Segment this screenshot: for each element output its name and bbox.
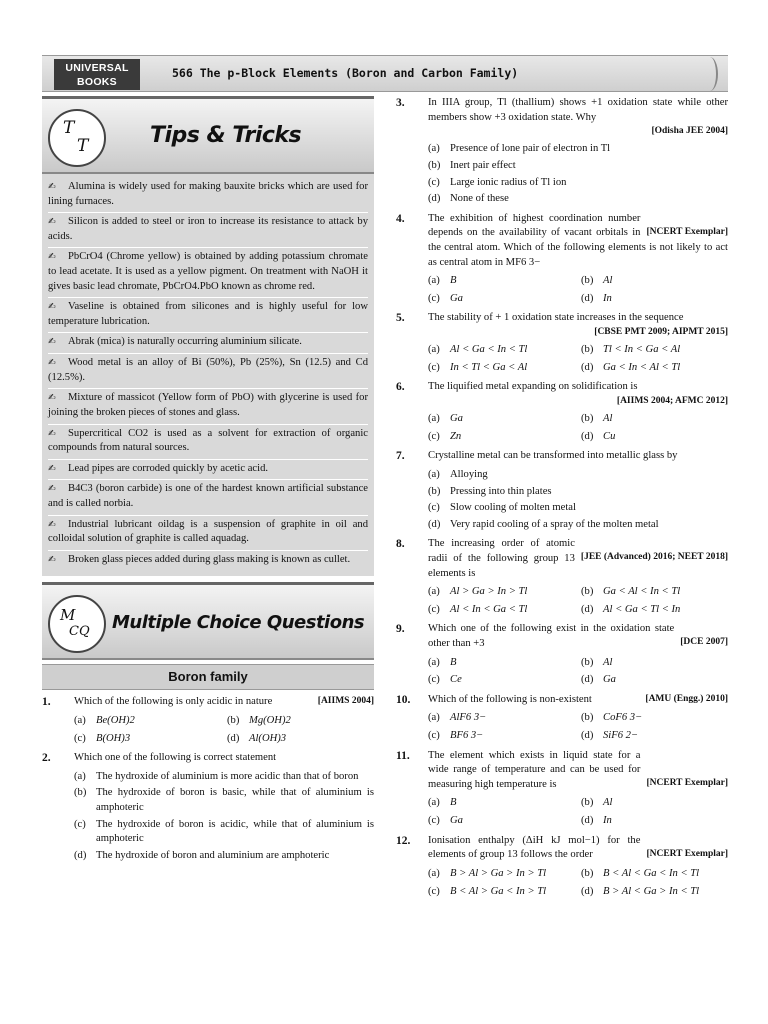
option-d[interactable]: (d) Ga bbox=[581, 674, 616, 686]
question-9 bbox=[396, 622, 728, 687]
option-b[interactable]: (b) Al bbox=[581, 656, 613, 668]
option-c[interactable]: (c) Al < In < Ga < Tl bbox=[428, 603, 528, 615]
mcq-title: Multiple Choice Questions bbox=[112, 612, 365, 634]
options bbox=[74, 714, 374, 746]
option-b[interactable]: (b) Mg(OH)2 bbox=[227, 714, 291, 726]
option-a[interactable]: (a) Alloying bbox=[428, 468, 488, 480]
question-number: 3. bbox=[396, 97, 405, 109]
tip-item: ✍ Abrak (mica) is naturally occurring aluminium silicate. bbox=[48, 333, 368, 354]
question-text: Which one of the following is correct statement bbox=[74, 752, 277, 764]
question-10 bbox=[396, 693, 728, 744]
option-c[interactable]: (c) Ga bbox=[428, 292, 463, 304]
tip-item: ✍ Wood metal is an alloy of Bi (50%), Pb (25%), Sn (12.5) and Cd (12.5%). bbox=[48, 354, 368, 389]
pointer-icon: ✍ bbox=[48, 519, 56, 530]
question-text: [NCERT Exemplar] The element which exists in liquid state for a wide range of temperature and can be used for measuring high temperature is bbox=[428, 749, 728, 790]
question-11 bbox=[396, 749, 728, 829]
tip-item: ✍ Supercritical CO2 is used as a solvent for extraction of organic compounds from natural sources. bbox=[48, 425, 368, 460]
pointer-icon: ✍ bbox=[48, 428, 56, 439]
question-source: [AIIMS 2004] bbox=[317, 696, 374, 707]
tip-item: ✍ Silicon is added to steel or iron to increase its resistance to attack by acids. bbox=[48, 213, 368, 248]
option-c[interactable]: (c) Zn bbox=[428, 430, 462, 442]
option-c[interactable]: (c) B < Al > Ga < In > Tl bbox=[428, 885, 547, 897]
option-d[interactable]: (d) Al < Ga < Tl < In bbox=[581, 603, 681, 615]
question-number: 11. bbox=[396, 749, 410, 762]
option-b[interactable]: (b) Tl < In < Ga < Al bbox=[581, 344, 681, 356]
options bbox=[428, 274, 728, 306]
option-d[interactable]: (d) Ga < In < Al < Tl bbox=[581, 361, 681, 373]
pointer-icon: ✍ bbox=[48, 182, 56, 192]
mcq-banner bbox=[42, 582, 374, 660]
option-a[interactable]: (a) B bbox=[428, 275, 457, 287]
option-d[interactable]: (d) None of these bbox=[428, 193, 509, 205]
question-source: [DCE 2007] bbox=[680, 637, 728, 648]
pointer-icon: ✍ bbox=[48, 484, 56, 495]
tips-banner bbox=[42, 96, 374, 174]
option-b[interactable]: (b) CoF6 3− bbox=[581, 712, 643, 724]
option-c[interactable]: (c) BF6 3− bbox=[428, 730, 484, 742]
pointer-icon: ✍ bbox=[48, 393, 56, 404]
question-source: [AIIMS 2004; AFMC 2012] bbox=[616, 395, 728, 406]
tip-item: ✍ Industrial lubricant oildag is a suspension of graphite in oil and colloidal solution of graphite is called aquadag. bbox=[48, 516, 368, 551]
question-number: 7. bbox=[396, 450, 405, 463]
option-b[interactable]: (b) Al bbox=[581, 275, 613, 287]
tips-title: Tips & Tricks bbox=[150, 123, 302, 148]
question-2 bbox=[42, 751, 374, 863]
question-5 bbox=[396, 311, 728, 375]
tip-item: ✍ PbCrO4 (Chrome yellow) is obtained by adding potassium chromate to lead acetate. It is used as a yellow pigment. On treatment with NaOH it gives basic lead chromate, PbCrO4.PbO known as chrome red. bbox=[48, 248, 368, 298]
option-b[interactable]: (b) Inert pair effect bbox=[428, 159, 516, 171]
options bbox=[74, 770, 374, 864]
question-1 bbox=[42, 695, 374, 746]
option-c[interactable]: (c) Ga bbox=[428, 815, 463, 827]
question-number: 9. bbox=[396, 623, 405, 636]
option-b[interactable]: (b) B < Al < Ga < In < Tl bbox=[581, 867, 700, 879]
tips-logo-icon: T T bbox=[48, 109, 106, 167]
options bbox=[428, 343, 728, 375]
tips-list bbox=[42, 174, 374, 576]
question-12 bbox=[396, 834, 728, 899]
question-source: [CBSE PMT 2009; AIPMT 2015] bbox=[594, 327, 728, 338]
options bbox=[428, 796, 728, 828]
option-a[interactable]: (a) B bbox=[428, 656, 457, 668]
option-d[interactable]: (d) Al(OH)3 bbox=[227, 732, 287, 744]
option-c[interactable]: (c) Ce bbox=[428, 674, 462, 686]
question-number: 2. bbox=[42, 752, 51, 765]
question-text: Crystalline metal can be transformed into metallic glass by bbox=[428, 450, 678, 462]
question-number: 6. bbox=[396, 381, 405, 394]
question-number: 10. bbox=[396, 693, 411, 706]
question-number: 4. bbox=[396, 212, 405, 225]
brand-line-2: BOOKS bbox=[76, 76, 117, 88]
question-number: 8. bbox=[396, 538, 405, 551]
question-text: [AMU (Engg.) 2010] Which of the following is non-existent bbox=[428, 693, 728, 705]
pointer-icon: ✍ bbox=[48, 217, 56, 228]
options bbox=[428, 867, 728, 899]
options bbox=[428, 656, 728, 688]
tip-item: ✍ Lead pipes are corroded quickly by acetic acid. bbox=[48, 460, 368, 481]
option-a[interactable]: (a) Presence of lone pair of electron in Tl bbox=[428, 143, 611, 155]
pointer-icon: ✍ bbox=[48, 337, 56, 348]
option-d[interactable]: (d) The hydroxide of boron and aluminium are amphoteric bbox=[74, 849, 330, 861]
tip-item: ✍ Broken glass pieces added during glass making is known as cullet. bbox=[48, 553, 351, 565]
question-number: 5. bbox=[396, 312, 405, 325]
option-a[interactable]: (a) Ga bbox=[428, 413, 463, 425]
option-d[interactable]: (d) SiF6 2− bbox=[581, 730, 639, 742]
option-b[interactable]: (b) Al bbox=[581, 413, 613, 425]
question-text: The stability of + 1 oxidation state increases in the sequence bbox=[428, 312, 684, 324]
tip-item: ✍ Vaseline is obtained from silicones and is highly useful for low temperature lubrication. bbox=[48, 298, 368, 333]
header-curve-decoration bbox=[702, 57, 718, 91]
option-b[interactable]: (b) Pressing into thin plates bbox=[428, 485, 552, 497]
option-a[interactable]: (a) Al > Ga > In > Tl bbox=[428, 586, 528, 598]
question-text: The liquified metal expanding on solidification is bbox=[428, 381, 638, 393]
option-b[interactable]: (b) Al bbox=[581, 797, 613, 809]
question-text: [AIIMS 2004] Which of the following is only acidic in nature bbox=[74, 696, 374, 708]
question-3 bbox=[396, 96, 728, 207]
tip-item: ✍ Alumina is widely used for making bauxite bricks which are used for lining furnaces. bbox=[48, 178, 368, 213]
brand-line-1: UNIVERSAL bbox=[65, 62, 129, 74]
question-source: [JEE (Advanced) 2016; NEET 2018] bbox=[580, 552, 728, 563]
question-source: [NCERT Exemplar] bbox=[646, 848, 728, 859]
question-text: In IIIA group, Tl (thallium) shows +1 oxidation state while other members show +3 oxidation state. Why bbox=[428, 97, 728, 123]
option-c[interactable]: (c) In < Tl < Ga < Al bbox=[428, 361, 528, 373]
option-a[interactable]: (a) B > Al > Ga > In > Tl bbox=[428, 867, 547, 879]
question-number: 12. bbox=[396, 834, 411, 847]
pointer-icon: ✍ bbox=[48, 302, 56, 313]
tip-item: ✍ Mixture of massicot (Yellow form of PbO) with glycerine is used for joining the broken pieces of stones and glass. bbox=[48, 389, 368, 424]
page-header bbox=[42, 55, 728, 92]
question-text: [JEE (Advanced) 2016; NEET 2018] The increasing order of atomic radii of the following group 13 elements is bbox=[428, 538, 728, 579]
option-d[interactable]: (d) In bbox=[581, 815, 612, 827]
question-source: [Odisha JEE 2004] bbox=[651, 126, 728, 137]
option-b[interactable]: (b) Ga < Al < In < Tl bbox=[581, 586, 681, 598]
mcq-logo-icon: M CQ bbox=[48, 595, 106, 653]
question-text: [NCERT Exemplar] Ionisation enthalpy (ΔiH kJ mol−1) for the elements of group 13 follows the order bbox=[428, 834, 728, 861]
question-text: [NCERT Exemplar] The exhibition of highest coordination number depends on the availability of vacant orbitals in the central atom. Which of the following elements is not likely to act as central atom in MF6 3− bbox=[428, 212, 728, 268]
options bbox=[428, 711, 728, 743]
option-a[interactable]: (a) The hydroxide of aluminium is more acidic than that of boron bbox=[74, 770, 359, 782]
option-c[interactable]: (c) B(OH)3 bbox=[74, 732, 131, 744]
publisher-logo bbox=[54, 59, 140, 90]
question-source: [NCERT Exemplar] bbox=[646, 226, 728, 237]
pointer-icon: ✍ bbox=[48, 252, 56, 263]
option-d[interactable]: (d) In bbox=[581, 292, 612, 304]
pointer-icon: ✍ bbox=[48, 358, 56, 369]
options bbox=[428, 142, 728, 206]
option-d[interactable]: (d) Very rapid cooling of a spray of the molten metal bbox=[428, 518, 659, 530]
options bbox=[428, 412, 728, 444]
pointer-icon: ✍ bbox=[48, 463, 56, 474]
question-source: [AMU (Engg.) 2010] bbox=[645, 693, 728, 704]
question-8 bbox=[396, 537, 728, 617]
option-b[interactable]: (b) The hydroxide of boron is basic, while that of aluminium is amphoteric bbox=[74, 787, 374, 813]
question-number: 1. bbox=[42, 696, 51, 709]
option-a[interactable]: (a) B bbox=[428, 797, 457, 809]
option-c[interactable]: (c) Large ionic radius of Tl ion bbox=[428, 176, 567, 188]
option-a[interactable]: (a) Be(OH)2 bbox=[74, 714, 135, 726]
option-c[interactable]: (c) Slow cooling of molten metal bbox=[428, 502, 576, 514]
options bbox=[428, 585, 728, 617]
question-6 bbox=[396, 380, 728, 444]
right-column bbox=[396, 96, 728, 899]
section-heading: Boron family bbox=[42, 664, 374, 690]
option-a[interactable]: (a) AlF6 3− bbox=[428, 712, 487, 724]
pointer-icon: ✍ bbox=[48, 554, 56, 565]
left-column bbox=[42, 96, 374, 863]
option-a[interactable]: (a) Al < Ga < In < Tl bbox=[428, 344, 528, 356]
question-text: [DCE 2007] Which one of the following exist in the oxidation state other than +3 bbox=[428, 623, 728, 649]
question-7 bbox=[396, 449, 728, 532]
options bbox=[428, 468, 728, 532]
option-d[interactable]: (d) B > Al < Ga > In < Tl bbox=[581, 885, 700, 897]
option-c[interactable]: (c) The hydroxide of boron is acidic, while that of aluminium is amphoteric bbox=[74, 818, 374, 845]
tip-item: ✍ B4C3 (boron carbide) is one of the hardest known artificial substance and is called norbia. bbox=[48, 480, 368, 515]
option-d[interactable]: (d) Cu bbox=[581, 430, 616, 442]
question-source: [NCERT Exemplar] bbox=[646, 777, 728, 788]
question-4 bbox=[396, 212, 728, 307]
page-title: 566 The p-Block Elements (Boron and Carbon Family) bbox=[172, 66, 519, 80]
